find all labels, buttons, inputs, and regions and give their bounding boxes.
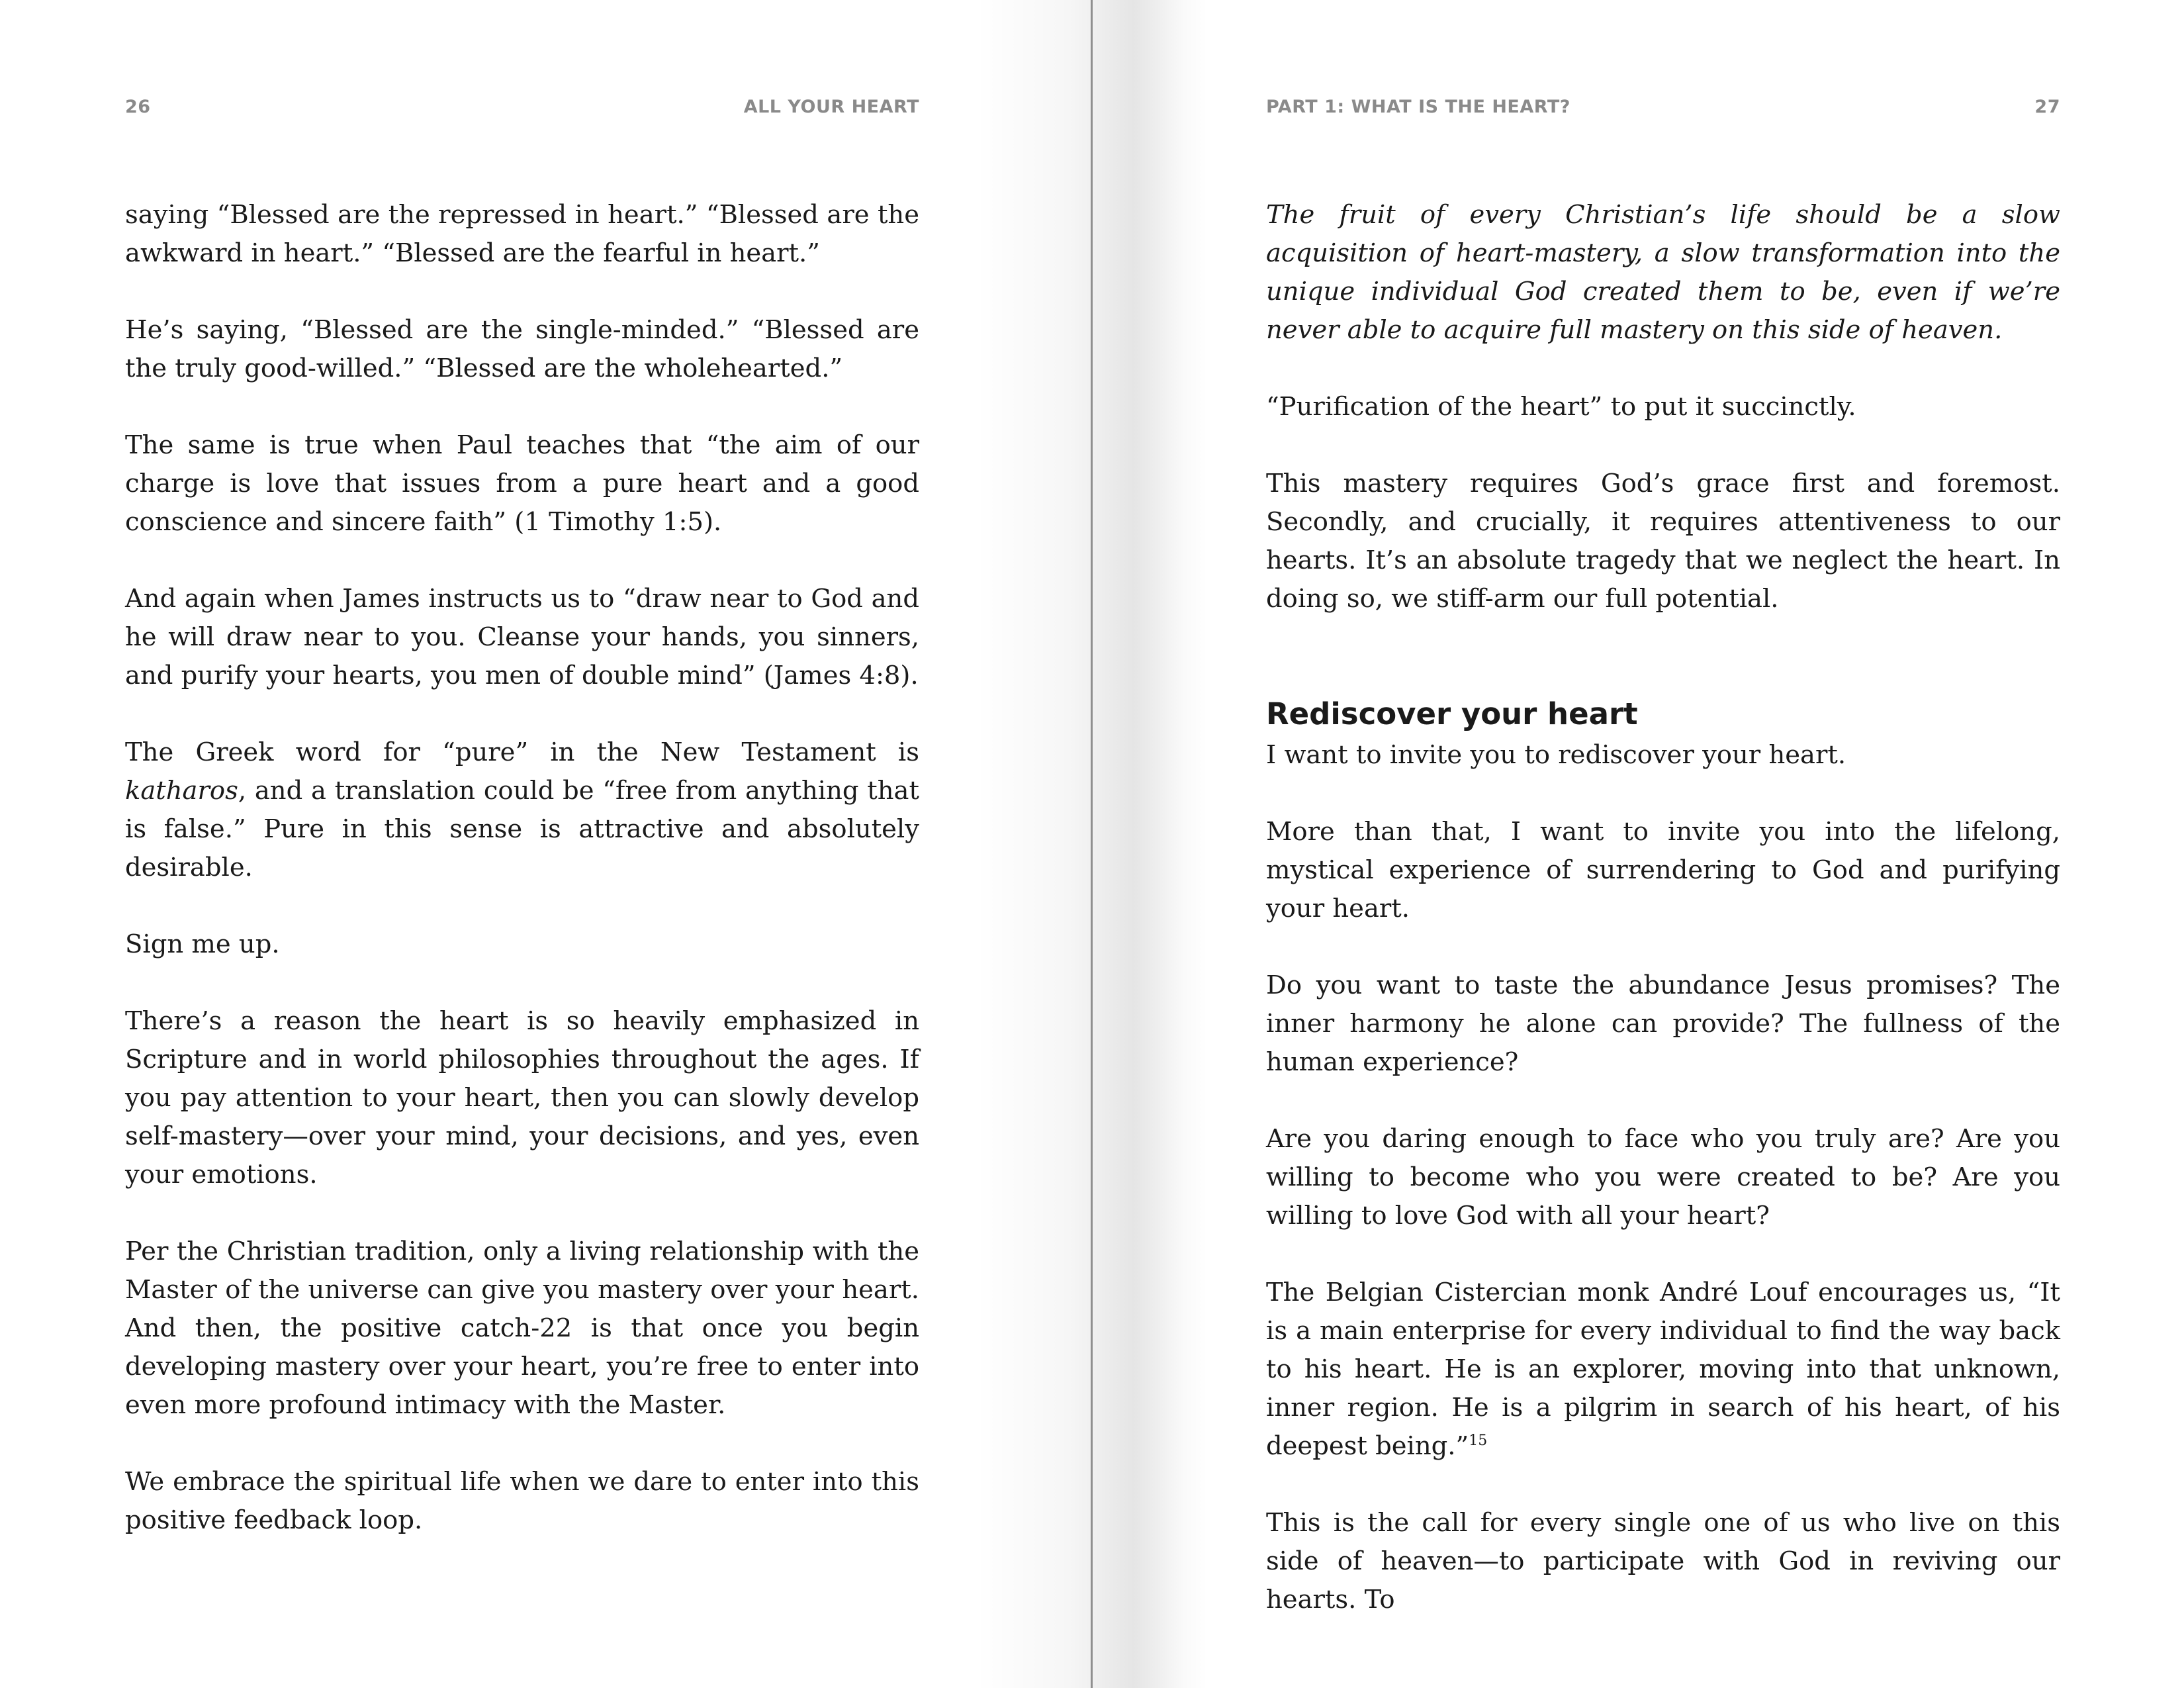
greek-text-after: , and a translation could be “free from anything that is false.” [125,776,919,844]
louf-quote-paragraph [1266,1274,2060,1466]
page-number-right: 27 [2034,97,2060,117]
paragraph: We embrace the spiritual life when we dare to enter into this positive feedback loop. [125,1467,919,1535]
greek-text-closing: Pure in this sense is attractive and absolutely desirable. [125,814,919,882]
left-running-head [125,97,919,123]
louf-quote-text: The Belgian Cistercian monk André Louf encourages us, “It is a main enterprise for every individual to find the way back to his heart. He is an explorer, moving into that unknown, inner region. He is a pilgrim in search of his heart, of his deepest being.” [1266,1278,2060,1461]
paragraph: Sign me up. [125,929,280,959]
paragraph: Do you want to taste the abundance Jesus promises? The inner harmony he alone can provide? The fullness of the human experience? [1266,970,2060,1077]
paragraph: The same is true when Paul teaches that “the aim of our charge is love that issues from a pure heart and a good conscience and sincere faith” (1 Timothy 1:5). [125,430,919,537]
section-heading: Rediscover your heart [1266,696,1638,731]
greek-word-paragraph [125,733,919,887]
paragraph: saying “Blessed are the repressed in heart.” “Blessed are the awkward in heart.” “Blessed are the fearful in heart.” [125,200,919,268]
paragraph: This mastery requires God’s grace first and foremost. Secondly, and crucially, it requires attentiveness to our hearts. It’s an absolute tragedy that we neglect the heart. In doing so, we stiff-arm our full potential. [1266,469,2060,614]
paragraph: This is the call for every single one of us who live on this side of heaven—to participate with God in reviving our hearts. To [1266,1508,2060,1615]
right-page [1266,0,2060,1688]
footnote-marker: 15 [1469,1432,1488,1450]
paragraph: There’s a reason the heart is so heavily emphasized in Scripture and in world philosophies throughout the ages. If you pay attention to your heart, then you can slowly develop self-mastery—over your mind, your decisions, and yes, even your emotions. [125,1006,919,1190]
paragraph: And again when James instructs us to “draw near to God and he will draw near to you. Cleanse your hands, you sinners, and purify your hearts, you men of double mind” (James 4:8). [125,584,919,690]
paragraph: He’s saying, “Blessed are the single-minded.” “Blessed are the truly good-willed.” “Blessed are the wholehearted.” [125,315,919,383]
paragraph: Per the Christian tradition, only a living relationship with the Master of the universe can give you mastery over your heart. And then, the positive catch-22 is that once you begin developing mastery over your heart, you’re free to enter into even more profound intimacy with the Master. [125,1237,919,1420]
book-title-header: ALL YOUR HEART [743,97,919,117]
page-gutter [1091,0,1093,1688]
italic-intro-paragraph: The fruit of every Christian’s life should be a slow acquisition of heart-mastery, a slow transformation into the unique individual God created them to be, even if we’re never able to acquire full mastery on this side of heaven. [1266,200,2060,345]
greek-term: katharos [125,776,238,806]
part-title-header: PART 1: WHAT IS THE HEART? [1266,97,1570,117]
paragraph: “Purification of the heart” to put it succinctly. [1266,392,1856,422]
paragraph: More than that, I want to invite you into the lifelong, mystical experience of surrendering to God and purifying your heart. [1266,817,2060,923]
left-page [125,0,919,1688]
page-number-left: 26 [125,97,151,117]
paragraph: Are you daring enough to face who you truly are? Are you willing to become who you were created to be? Are you willing to love God with all your heart? [1266,1124,2060,1231]
right-page-body [1266,196,2060,1658]
paragraph: I want to invite you to rediscover your heart. [1266,740,1846,770]
left-page-body [125,196,919,1578]
greek-text-before: The Greek word for “pure” in the New Testament is [125,737,919,767]
right-running-head [1266,97,2060,123]
